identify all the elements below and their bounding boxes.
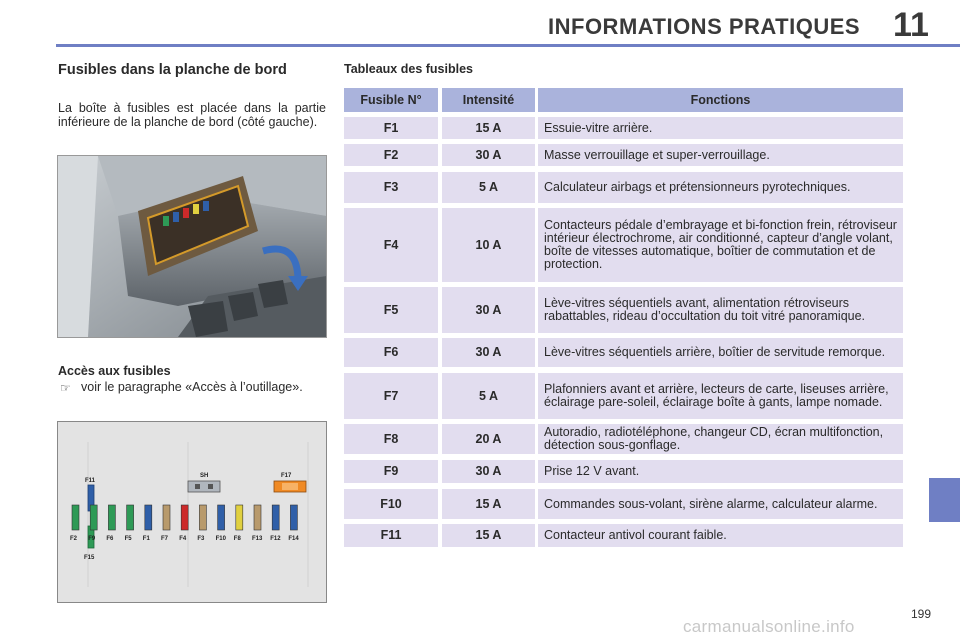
table-cell-amp: 30 A [442,338,535,367]
table-cell-amp: 10 A [442,208,535,282]
fuse-f7 [163,505,170,530]
fuse-f6 [108,505,115,530]
chapter-title: INFORMATIONS PRATIQUES [548,14,861,39]
shunt-label-sh: SH [200,473,209,479]
table-cell-func: Plafonniers avant et arrière, lecteurs de carte, liseuses arrière, éclairage pare-soleil, éclairage boîte à gants, lampe nomade. [538,373,903,419]
table-header-amp: Intensité [442,88,535,112]
page-number: 199 [911,607,932,621]
fuse-f2 [72,505,79,530]
fuse-label-f6: F6 [106,536,114,542]
table-cell-fuse: F9 [344,460,438,483]
fuse-f1 [145,505,152,530]
table-cell-func: Lève-vitres séquentiels arrière, boîtier de servitude remorque. [538,338,903,367]
table-cell-func: Essuie-vitre arrière. [538,117,903,139]
fuse-f4 [181,505,188,530]
fuse-label-f8: F8 [233,536,241,542]
table-header-func: Fonctions [538,88,903,112]
fuse-label-f17: F17 [281,473,292,479]
table-cell-func: Commandes sous-volant, sirène alarme, calculateur alarme. [538,489,903,519]
fuse-label-f4: F4 [179,536,187,542]
table-cell-fuse: F3 [344,172,438,203]
table-cell-fuse: F1 [344,117,438,139]
fusebox-diagram [57,421,327,603]
fuse-f14 [290,505,297,530]
chapter-side-tab[interactable] [929,478,960,522]
fuse-label-f9: F9 [88,536,96,542]
table-cell-amp: 15 A [442,117,535,139]
fuse-f3 [199,505,206,530]
intro-paragraph: La boîte à fusibles est placée dans la partie inférieure de la planche de bord (côté gauche). [58,101,326,129]
fusebox-photo [57,155,327,338]
fuse-label-f11: F11 [85,478,96,484]
table-cell-fuse: F7 [344,373,438,419]
table-cell-amp: 5 A [442,172,535,203]
fuse-label-f10: F10 [215,536,226,542]
access-heading: Accès aux fusibles [58,364,171,378]
table-cell-amp: 30 A [442,144,535,166]
table-cell-amp: 30 A [442,287,535,333]
fuse-label-f2: F2 [70,536,78,542]
fuse-label-f7: F7 [161,536,169,542]
fuse-label-f3: F3 [197,536,205,542]
fuse-label-f1: F1 [142,536,150,542]
section-heading: Fusibles dans la planche de bord [58,62,287,78]
table-cell-amp: 15 A [442,524,535,547]
header-rule [56,44,960,47]
table-cell-amp: 20 A [442,424,535,454]
fuse-layout-svg [58,422,326,602]
fuse-f5 [127,505,134,530]
table-cell-func: Masse verrouillage et super-verrouillage. [538,144,903,166]
fuse-f10 [218,505,225,530]
table-cell-fuse: F5 [344,287,438,333]
table-cell-fuse: F8 [344,424,438,454]
shunt-sh [188,481,220,492]
fuse-label-f15: F15 [84,555,95,561]
table-cell-func: Contacteur antivol courant faible. [538,524,903,547]
table-caption: Tableaux des fusibles [344,62,473,76]
fuse-label-f5: F5 [124,536,132,542]
fuse-f9 [90,505,97,530]
chapter-number: 11 [893,6,929,44]
table-cell-fuse: F6 [344,338,438,367]
table-cell-amp: 15 A [442,489,535,519]
table-cell-func: Lève-vitres séquentiels avant, alimentation rétroviseurs rabattables, rideau d’occultation du toit vitré panoramique. [538,287,903,333]
table-header-fuse: Fusible N° [344,88,438,112]
fuse-f8 [236,505,243,530]
table-cell-fuse: F10 [344,489,438,519]
fuse-label-f12: F12 [270,536,281,542]
table-cell-amp: 30 A [442,460,535,483]
fuse-label-f13: F13 [252,536,263,542]
fuse-label-f14: F14 [288,536,299,542]
table-cell-amp: 5 A [442,373,535,419]
watermark: carmanualsonline.info [683,617,855,636]
pointing-hand-icon: ☞ [60,381,71,395]
dashboard-illustration [58,156,326,337]
access-instruction: voir le paragraphe «Accès à l’outillage». [81,380,303,394]
fuse-f13 [254,505,261,530]
table-cell-func: Contacteurs pédale d’embrayage et bi-fonction frein, rétroviseur intérieur électrochrome, air conditionné, capteur d’angle volant, boîte de vitesses automatique, boîtier de commutation et de protection. [538,208,903,282]
table-cell-func: Prise 12 V avant. [538,460,903,483]
table-cell-func: Calculateur airbags et prétensionneurs pyrotechniques. [538,172,903,203]
table-cell-fuse: F11 [344,524,438,547]
table-cell-fuse: F4 [344,208,438,282]
table-cell-func: Autoradio, radiotéléphone, changeur CD, écran multifonction, détection sous-gonflage. [538,424,903,454]
table-cell-fuse: F2 [344,144,438,166]
fuse-f12 [272,505,279,530]
